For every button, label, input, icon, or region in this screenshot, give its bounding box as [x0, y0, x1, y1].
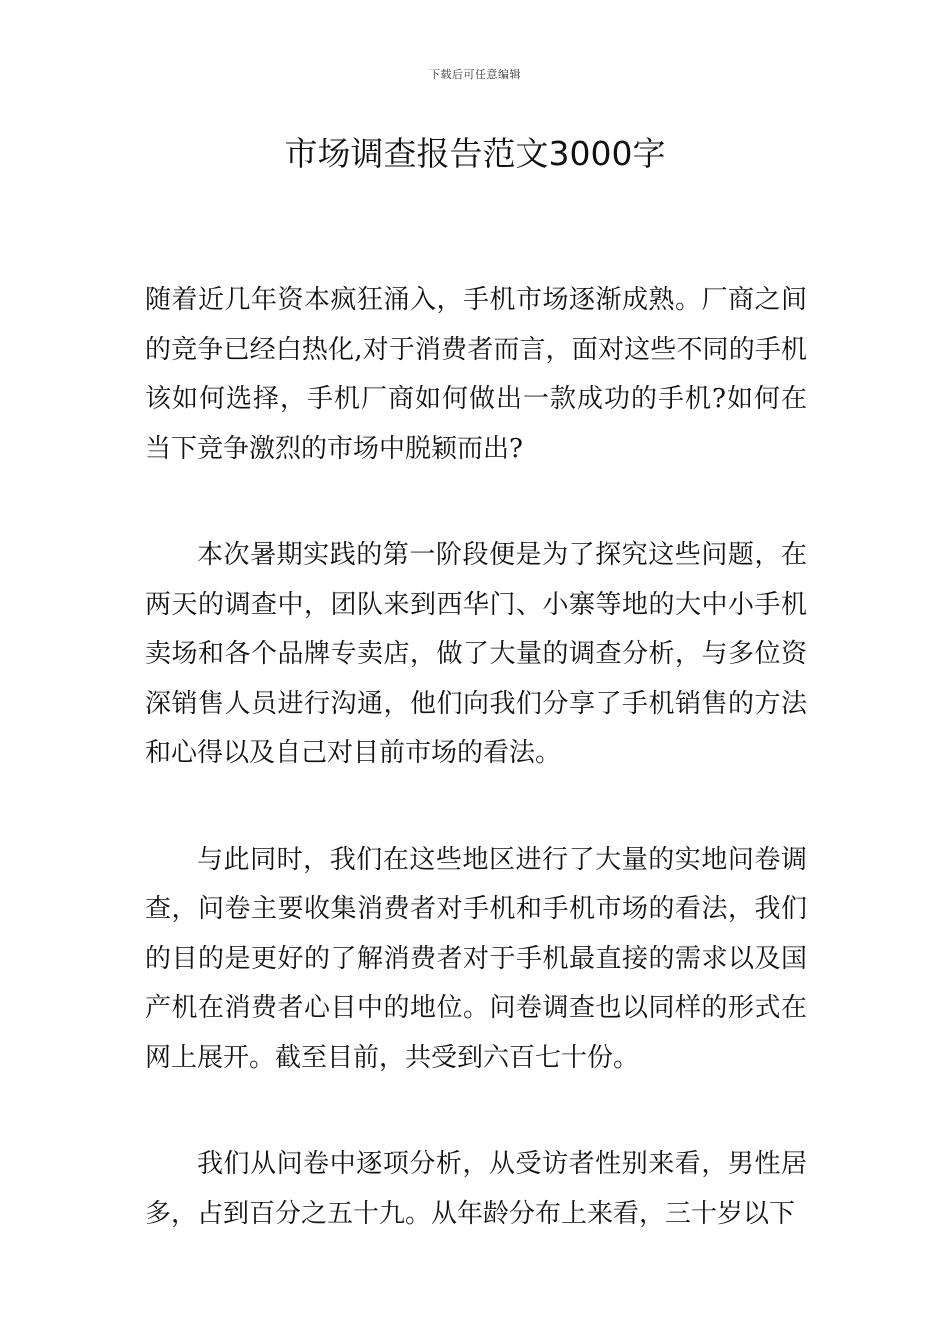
paragraph-1: 随着近几年资本疯狂涌入，手机市场逐渐成熟。厂商之间的竞争已经白热化,对于消费者而言，面对这些不同的手机该如何选择，手机厂商如何做出一款成功的手机?如何在当下竞争激烈的市场中脱颖而出?: [145, 285, 807, 464]
document-title: 市场调查报告范文3000字: [284, 134, 666, 173]
paragraph-4: 我们从问卷中逐项分析，从受访者性别来看，男性居多，占到百分之五十九。从年龄分布上来看，三十岁以下: [145, 1149, 807, 1229]
header-note: 下载后可任意编辑: [429, 68, 521, 81]
paragraph-2: 本次暑期实践的第一阶段便是为了探究这些问题，在两天的调查中，团队来到西华门、小寨等地的大中小手机卖场和各个品牌专卖店，做了大量的调查分析，与多位资深销售人员进行沟通，他们向我们分享了手机销售的方法和心得以及自己对目前市场的看法。: [145, 540, 807, 768]
document-body: [145, 276, 807, 1296]
paragraph-3: 与此同时，我们在这些地区进行了大量的实地问卷调查，问卷主要收集消费者对手机和手机市场的看法，我们的目的是更好的了解消费者对于手机最直接的需求以及国产机在消费者心目中的地位。问卷调查也以同样的形式在网上展开。截至目前，共受到六百七十份。: [145, 844, 807, 1073]
